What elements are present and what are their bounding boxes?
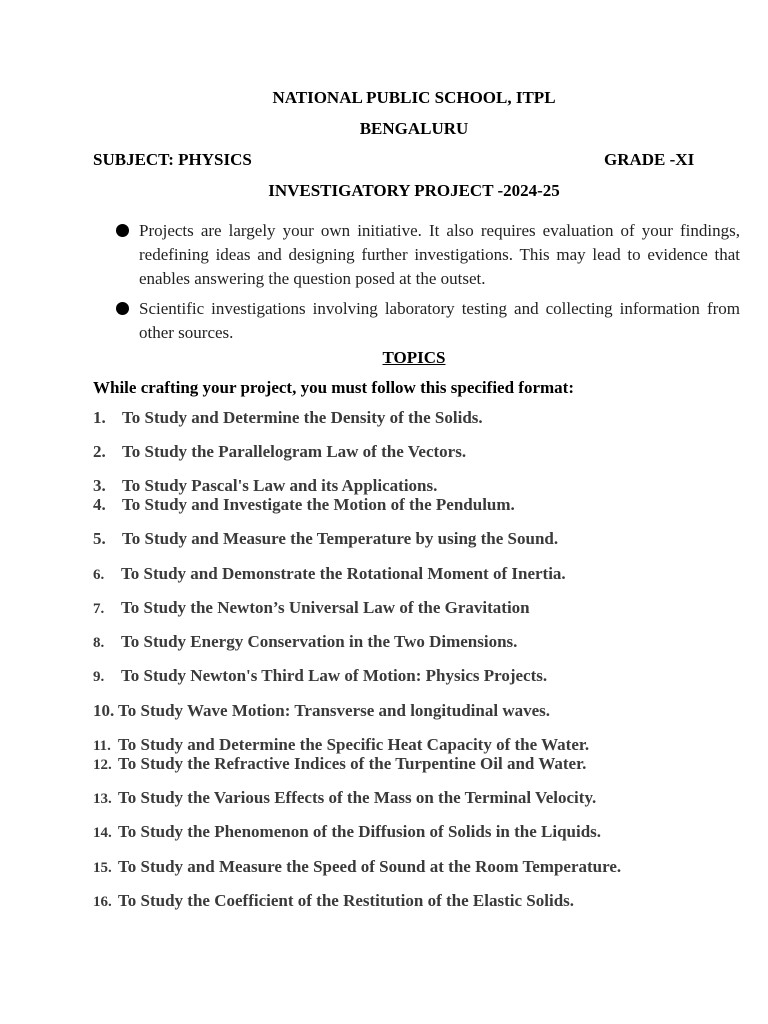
bullet-icon xyxy=(116,302,129,315)
topic-item: 2. To Study the Parallelogram Law of the Vectors. xyxy=(93,442,467,461)
topic-item: 9. To Study Newton's Third Law of Motion: Physics Projects. xyxy=(93,666,548,685)
topic-item: 15. To Study and Measure the Speed of Sound at the Room Temperature. xyxy=(93,857,622,876)
topics-heading: TOPICS xyxy=(382,348,446,367)
topic-item: 8. To Study Energy Conservation in the Two Dimensions. xyxy=(93,632,518,651)
subject-label: SUBJECT: PHYSICS xyxy=(93,150,252,169)
topic-item: 1. To Study and Determine the Density of the Solids. xyxy=(93,408,483,427)
city-name: BENGALURU xyxy=(359,119,469,138)
topic-item: 4. To Study and Investigate the Motion of the Pendulum. xyxy=(93,495,515,514)
topic-item: 14. To Study the Phenomenon of the Diffusion of Solids in the Liquids. xyxy=(93,822,602,841)
topic-item: 11. To Study and Determine the Specific Heat Capacity of the Water. xyxy=(93,735,590,754)
topic-item: 13. To Study the Various Effects of the Mass on the Terminal Velocity. xyxy=(93,788,597,807)
topic-item: 12. To Study the Refractive Indices of the Turpentine Oil and Water. xyxy=(93,754,587,773)
grade-label: GRADE -XI xyxy=(604,150,695,169)
bullet-item xyxy=(116,219,740,291)
topic-item: 10. To Study Wave Motion: Transverse and longitudinal waves. xyxy=(93,701,551,720)
bullet-text: Scientific investigations involving laboratory testing and collecting information from other sources. xyxy=(139,299,740,342)
school-name: NATIONAL PUBLIC SCHOOL, ITPL xyxy=(272,88,556,107)
topic-item: 3. To Study Pascal's Law and its Applications. xyxy=(93,476,438,495)
topic-item: 7. To Study the Newton’s Universal Law of the Gravitation xyxy=(93,598,530,617)
topic-item: 5. To Study and Measure the Temperature by using the Sound. xyxy=(93,529,559,548)
project-title: INVESTIGATORY PROJECT -2024-25 xyxy=(268,181,560,200)
format-instruction: While crafting your project, you must follow this specified format: xyxy=(93,378,574,397)
topic-item: 6. To Study and Demonstrate the Rotational Moment of Inertia. xyxy=(93,564,566,583)
bullet-icon xyxy=(116,224,129,237)
bullet-text: Projects are largely your own initiative. It also requires evaluation of your findings, redefining ideas and designing further investigations. This may lead to evidence that enables answering the question posed at the outset. xyxy=(139,221,740,288)
topic-item: 16. To Study the Coefficient of the Restitution of the Elastic Solids. xyxy=(93,891,575,910)
bullet-item xyxy=(116,297,740,345)
